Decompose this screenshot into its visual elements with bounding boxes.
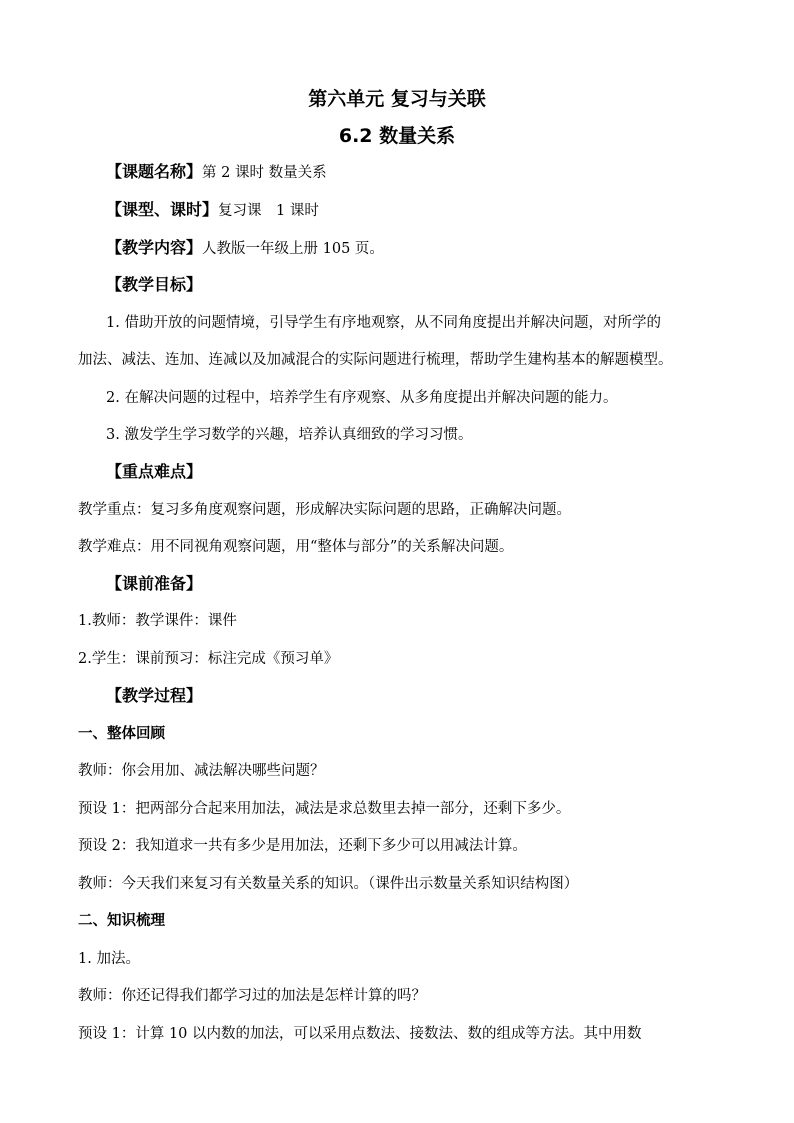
section-2-teacher-question: 教师：你还记得我们都学习过的加法是怎样计算的吗？ [78,988,426,1004]
topic-label: 【课题名称】 [106,162,203,181]
section-1-preset-1: 预设 1：把两部分合起来用加法，减法是求总数里去掉一部分，还剩下多少。 [78,801,571,817]
topic-value: 第 2 课时 数量关系 [202,165,327,181]
section-1-heading: 一、整体回顾 [78,726,165,742]
document-subtitle: 6.2 数量关系 [338,125,456,147]
section-1-preset-2: 预设 2：我知道求一共有多少是用加法，还剩下多少可以用减法计算。 [78,838,527,854]
lesson-type-row [106,199,319,222]
teaching-content-value: 人教版一年级上册 105 页。 [202,241,384,257]
objective-1-line-1: 1. 借助开放的问题情境，引导学生有序地观察，从不同角度提出并解决问题，对所学的 [106,315,661,331]
objective-2: 2. 在解决问题的过程中，培养学生有序观察、从多角度提出并解决问题的能力。 [106,390,618,406]
teaching-focus: 教学重点：复习多角度观察问题，形成解决实际问题的思路，正确解决问题。 [78,502,571,518]
section-1-teacher-intro: 教师：今天我们来复习有关数量关系的知识。（课件出示数量关系知识结构图） [78,876,579,892]
section-2-heading: 二、知识梳理 [78,913,165,929]
lesson-type-label: 【课型、课时】 [106,200,219,219]
preparation-student: 2.学生：课前预习：标注完成《预习单》 [78,651,339,667]
objective-1-line-2: 加法、减法、连加、连减以及加减混合的实际问题进行梳理，帮助学生建构基本的解题模型。 [78,352,673,368]
document-title: 第六单元 复习与关联 [308,88,486,110]
process-heading: 【教学过程】 [106,686,203,705]
teaching-content-label: 【教学内容】 [106,238,203,257]
section-2-item-1: 1. 加法。 [78,951,140,967]
lesson-type-value: 复习课 1 课时 [218,203,319,219]
teaching-content-row [106,237,384,260]
topic-row [106,161,327,184]
section-1-teacher-question: 教师：你会用加、减法解决哪些问题？ [78,763,325,779]
objectives-heading: 【教学目标】 [106,275,203,294]
preparation-teacher: 1.教师：教学课件：课件 [78,613,237,629]
teaching-difficulty: 教学难点：用不同视角观察问题，用“整体与部分”的关系解决问题。 [78,539,514,555]
key-points-heading: 【重点难点】 [106,462,203,481]
section-2-preset-1: 预设 1：计算 10 以内数的加法，可以采用点数法、接数法、数的组成等方法。其中用数 [78,1026,642,1042]
preparation-heading: 【课前准备】 [106,574,203,593]
objective-3: 3. 激发学生学习数学的兴趣，培养认真细致的学习习惯。 [106,427,473,443]
